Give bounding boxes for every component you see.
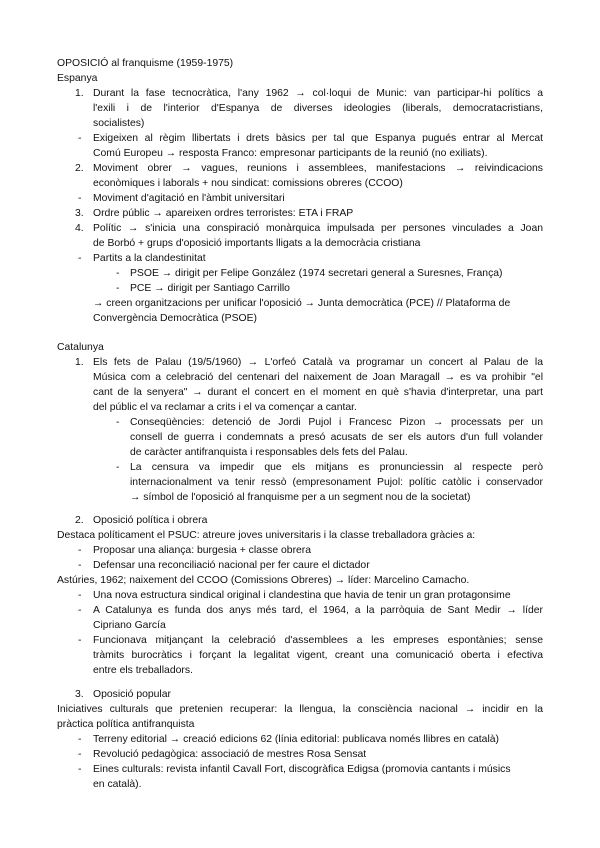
list-number: 1. xyxy=(75,88,84,99)
list-item-text: cant de la senyera" → durant el concert en el moment en què s'havia d'interpretar, una part xyxy=(93,387,543,398)
dash-marker: - xyxy=(78,545,82,556)
list-item-text: Polític → s'inicia una conspiració monàrquica impulsada per persones vinculades a Joan xyxy=(93,223,543,234)
list-item-text: Defensar una reconciliació nacional per fer caure el dictador xyxy=(93,560,370,571)
list-item-text: econòmiques i laborals + nou sindicat: comissions obreres (CCOO) xyxy=(93,178,403,189)
dash-marker: - xyxy=(116,283,120,294)
list-number: 4. xyxy=(75,223,84,234)
section-heading-espanya: Espanya xyxy=(57,73,98,84)
list-item-text: La censura va impedir que els mitjans es pronunciessin al respecte però xyxy=(130,462,543,473)
list-item-text: l'exili i de l'interior d'Espanya de diverses ideologies (liberals, democratacristians, xyxy=(93,103,543,114)
dash-marker: - xyxy=(78,635,82,646)
dash-marker: - xyxy=(78,764,82,775)
list-number: 2. xyxy=(75,515,84,526)
section-heading-catalunya: Catalunya xyxy=(57,342,104,353)
dash-marker: - xyxy=(116,268,120,279)
dash-marker: - xyxy=(116,417,120,428)
list-item-text: Ordre públic → apareixen ordres terroristes: ETA i FRAP xyxy=(93,208,354,219)
list-item-text: Revolució pedagògica: associació de mestres Rosa Sensat xyxy=(93,749,367,760)
list-item-text: Funcionava mitjançant la celebració d'assemblees a les empreses espontànies; sense xyxy=(93,635,543,646)
dash-marker: - xyxy=(78,749,82,760)
dash-marker: - xyxy=(78,560,82,571)
list-number: 3. xyxy=(75,689,84,700)
list-item-text: Terreny editorial → creació edicions 62 (línia editorial: publicava només llibres en català) xyxy=(93,734,500,745)
list-item-text: consell de guerra i condemnats a presó acusats de ser els autors d'un full volander xyxy=(130,432,543,443)
list-item-text: socialistes) xyxy=(93,118,145,129)
dash-marker: - xyxy=(78,590,82,601)
list-item-text: Moviment obrer → vagues, reunions i assemblees, manifestacions → reivindicacions xyxy=(93,163,543,174)
list-item-text: Partits a la clandestinitat xyxy=(93,253,206,264)
list-item-text: Exigeixen al règim llibertats i drets bàsics per tal que Espanya pugués entrar al Mercat xyxy=(93,133,543,144)
paragraph-line: Destaca políticament el PSUC: atreure joves universitaris i la classe treballadora gràcies a: xyxy=(57,530,476,541)
list-number: 1. xyxy=(75,357,84,368)
paragraph-line: Astúries, 1962; naixement del CCOO (Comissions Obreres) → líder: Marcelino Camacho. xyxy=(57,575,470,586)
list-item-text: Música com a celebració del centenari del naixement de Joan Maragall → es va prohibir "el xyxy=(93,372,543,383)
subsection-heading: Oposició política i obrera xyxy=(93,515,208,526)
list-item-text: → símbol de l'oposició al franquisme per a un segment nou de la societat) xyxy=(130,492,471,503)
list-item-text: tràmits burocràtics i forçant la legalitat vigent, creant una comunicació oberta i efectiva xyxy=(93,650,543,661)
list-number: 2. xyxy=(75,163,84,174)
list-number: 3. xyxy=(75,208,84,219)
list-item-text: de Borbó + grups d'oposició importants lligats a la democràcia cristiana xyxy=(93,238,421,249)
list-item-text: de caràcter antifranquista i responsables dels fets del Palau. xyxy=(130,447,408,458)
list-item-text: Eines culturals: revista infantil Cavall Fort, discogràfica Edigsa (promovia cantants i músics xyxy=(93,764,511,775)
dash-marker: - xyxy=(78,253,82,264)
list-item-text: Els fets de Palau (19/5/1960) → L'orfeó Català va programar un concert al Palau de la xyxy=(93,357,543,368)
list-item-text: A Catalunya es funda dos anys més tard, el 1964, a la parròquia de Sant Medir → líder xyxy=(93,605,543,616)
dash-marker: - xyxy=(116,462,120,473)
document-title: OPOSICIÓ al franquisme (1959-1975) xyxy=(57,58,234,69)
list-item-text: PCE → dirigit per Santiago Carrillo xyxy=(130,283,290,294)
list-item-text: en català). xyxy=(93,779,142,790)
list-item-text: Moviment d'agitació en l'àmbit universitari xyxy=(93,193,285,204)
dash-marker: - xyxy=(78,605,82,616)
list-item-text: Una nova estructura sindical original i clandestina que havia de tenir un gran protagonsime xyxy=(93,590,511,601)
paragraph-line: → creen organitzacions per unificar l'oposició → Junta democràtica (PCE) // Plataforma de xyxy=(93,298,511,309)
paragraph-line: pràctica política antifranquista xyxy=(57,719,195,730)
list-item-text: PSOE → dirigit per Felipe González (1974 secretari general a Suresnes, França) xyxy=(130,268,503,279)
list-item-text: Durant la fase tecnocràtica, l'any 1962 → col·loqui de Munic: van participar-hi polítics a xyxy=(93,88,543,99)
list-item-text: entre els treballadors. xyxy=(93,665,193,676)
list-item-text: Cipriano García xyxy=(93,620,166,631)
paragraph-line: Convergència Democràtica (PSOE) xyxy=(93,313,258,324)
list-item-text: Comú Europeu → resposta Franco: empresonar participants de la reunió (no exiliats). xyxy=(93,148,488,159)
subsection-heading: Oposició popular xyxy=(93,689,171,700)
list-item-text: Proposar una aliança: burgesia + classe obrera xyxy=(93,545,312,556)
list-item-text: del públic el va reclamar a crits i el va començar a cantar. xyxy=(93,402,357,413)
list-item-text: Conseqüències: detenció de Jordi Pujol i Francesc Pizon → processats per un xyxy=(130,417,543,428)
dash-marker: - xyxy=(78,133,82,144)
dash-marker: - xyxy=(78,734,82,745)
list-item-text: internacionalment va tenir ressò (empresonament Pujol: polític catòlic i conservador xyxy=(130,477,543,488)
paragraph-line: Iniciatives culturals que pretenien recuperar: la llengua, la consciència nacional → incidir en la xyxy=(57,704,543,715)
dash-marker: - xyxy=(78,193,82,204)
